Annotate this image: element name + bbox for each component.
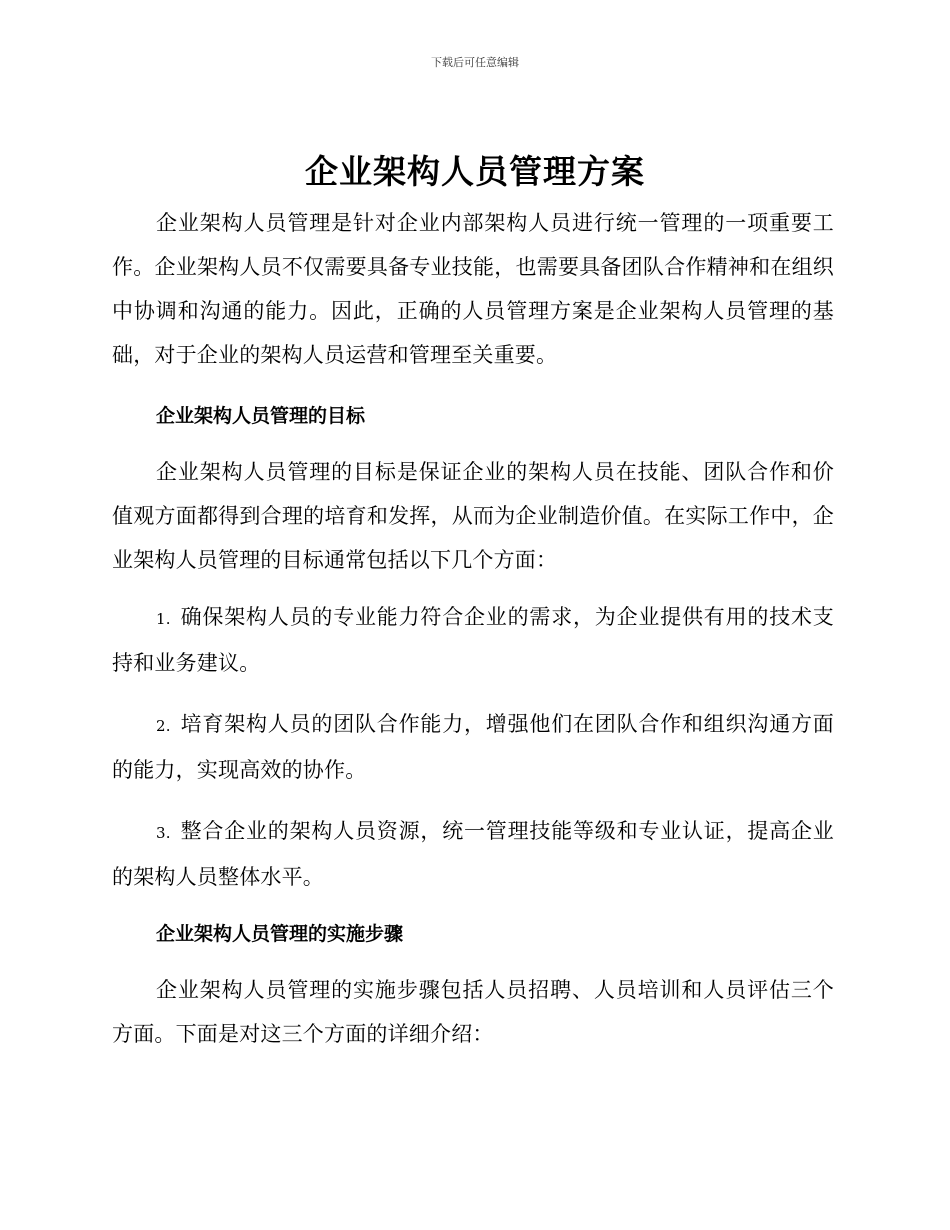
section-heading-goals: 企业架构人员管理的目标 xyxy=(156,405,366,427)
list-item-text: 整合企业的架构人员资源，统一管理技能等级和专业认证，提高企业的架构人员整体水平。 xyxy=(112,819,834,889)
intro-paragraph: 企业架构人员管理是针对企业内部架构人员进行统一管理的一项重要工作。企业架构人员不仅需要具备专业技能，也需要具备团队合作精神和在组织中协调和沟通的能力。因此，正确的人员管理方案是企业架构人员管理的基础，对于企业的架构人员运营和管理至关重要。 xyxy=(112,211,834,367)
document-body xyxy=(112,201,834,1056)
list-item xyxy=(112,595,834,685)
document-title: 企业架构人员管理方案 xyxy=(305,152,645,191)
list-item-text: 培育架构人员的团队合作能力，增强他们在团队合作和组织沟通方面的能力，实现高效的协作。 xyxy=(112,712,834,782)
header-note: 下载后可任意编辑 xyxy=(431,56,519,69)
list-item xyxy=(112,702,834,792)
list-number: 2. xyxy=(156,717,171,735)
list-item-text: 确保架构人员的专业能力符合企业的需求，为企业提供有用的技术支持和业务建议。 xyxy=(112,605,834,675)
list-number: 3. xyxy=(156,824,171,842)
section-heading-steps: 企业架构人员管理的实施步骤 xyxy=(156,923,404,945)
list-item xyxy=(112,809,834,899)
steps-paragraph: 企业架构人员管理的实施步骤包括人员招聘、人员培训和人员评估三个方面。下面是对这三个方面的详细介绍： xyxy=(112,978,834,1046)
list-number: 1. xyxy=(156,610,171,628)
goals-paragraph: 企业架构人员管理的目标是保证企业的架构人员在技能、团队合作和价值观方面都得到合理的培育和发挥，从而为企业制造价值。在实际工作中，企业架构人员管理的目标通常包括以下几个方面： xyxy=(112,460,834,572)
